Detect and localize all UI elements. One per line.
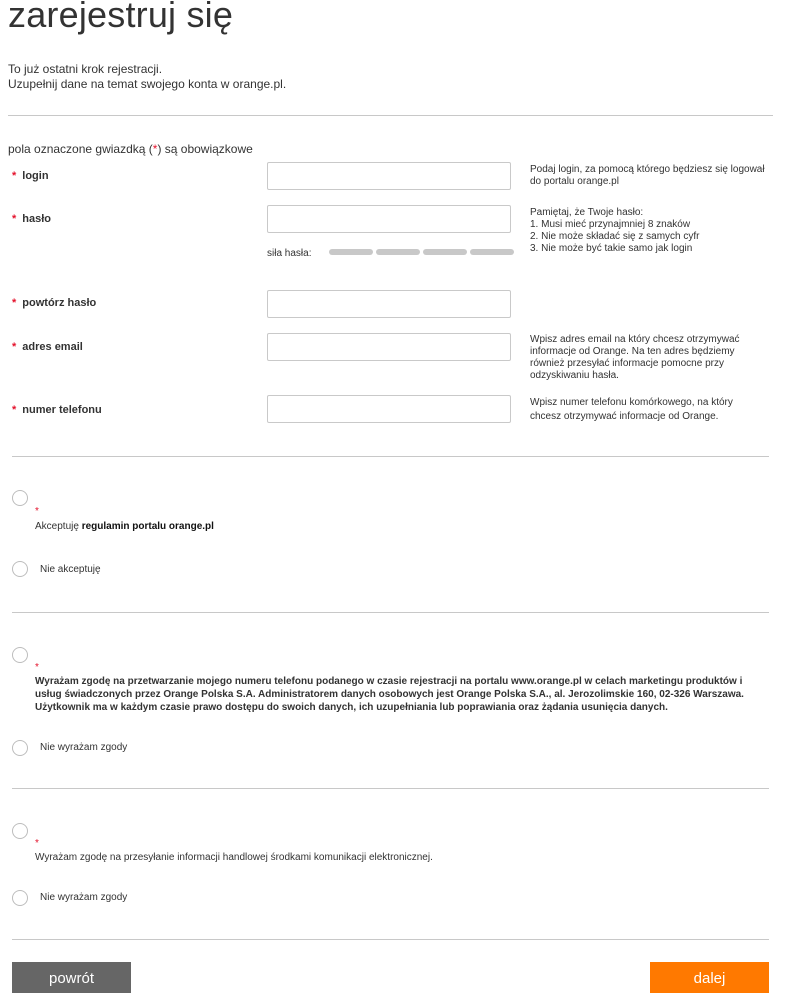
intro-line-1: To już ostatni krok rejestracji. [8, 62, 163, 76]
next-button[interactable]: dalej [650, 962, 769, 993]
login-hint: Podaj login, za pomocą którego będziesz się logował do portalu orange.pl [530, 164, 765, 187]
required-star: * [35, 662, 39, 673]
divider [8, 115, 773, 116]
divider [12, 939, 769, 940]
phone-marketing-accept-radio[interactable] [12, 647, 28, 663]
required-star: * [35, 506, 39, 517]
login-input[interactable] [267, 162, 511, 190]
phone-label: * numer telefonu [12, 404, 102, 416]
strength-segment [376, 249, 420, 255]
strength-segment [423, 249, 467, 255]
password-strength-label: siła hasła: [267, 248, 312, 259]
password-input[interactable] [267, 205, 511, 233]
password-label: * hasło [12, 213, 52, 225]
electronic-comm-accept-radio[interactable] [12, 823, 28, 839]
phone-hint: Wpisz numer telefonu komórkowego, na który chcesz otrzymywać informacje od Orange. [530, 397, 733, 422]
password-repeat-label: * powtórz hasło [12, 297, 97, 309]
terms-link[interactable]: regulamin portalu orange.pl [81, 521, 214, 532]
login-label: * login [12, 170, 49, 182]
divider [12, 788, 769, 789]
electronic-comm-consent-text[interactable]: Wyrażam zgodę na przesyłanie informacji handlowej środkami komunikacji elektronicznej. [35, 852, 433, 863]
phone-marketing-decline-label[interactable]: Nie wyrażam zgody [40, 742, 128, 753]
intro-line-2: Uzupełnij dane na temat swojego konta w orange.pl. [8, 77, 287, 91]
terms-accept-label[interactable]: Akceptuję regulamin portalu orange.pl [35, 521, 214, 532]
required-star: * [35, 838, 39, 849]
email-hint: Wpisz adres email na który chcesz otrzymywać informacje od Orange. Na ten adres będziemy również przesyłać informacje pomocne przy odzyskiwaniu hasła. [530, 334, 740, 381]
divider [12, 612, 769, 613]
email-label: * adres email [12, 341, 83, 353]
required-star: * [152, 142, 158, 156]
terms-decline-label[interactable]: Nie akceptuję [40, 564, 101, 575]
password-repeat-input[interactable] [267, 290, 511, 318]
terms-accept-radio[interactable] [12, 490, 28, 506]
email-input[interactable] [267, 333, 511, 361]
password-hint: Pamiętaj, że Twoje hasło: 1. Musi mieć przynajmniej 8 znaków 2. Nie może składać się z samych cyfr 3. Nie może być takie samo jak login [530, 207, 700, 254]
required-fields-note: pola oznaczone gwiazdką (*) są obowiązkowe [8, 142, 253, 156]
phone-input[interactable] [267, 395, 511, 423]
electronic-comm-decline-label[interactable]: Nie wyrażam zgody [40, 892, 128, 903]
phone-marketing-decline-radio[interactable] [12, 740, 28, 756]
divider [12, 456, 769, 457]
strength-segment [329, 249, 373, 255]
intro-text [8, 62, 286, 92]
page-title: zarejestruj się [8, 0, 234, 35]
phone-marketing-consent-text[interactable]: Wyrażam zgodę na przetwarzanie mojego numeru telefonu podanego w czasie rejestracji na portalu www.orange.pl w celach marketingu produktów i usług świadczonych przez Orange Polska S.A. Administratorem danych osobowych jest Orange Polska S.A., al. Jerozolimskie 160, 02-326 Warszawa. Użytkownik ma w każdym czasie prawo dostępu do swoich danych, ich uzupełniania lub poprawiania oraz żądania usunięcia danych. [35, 676, 744, 713]
electronic-comm-decline-radio[interactable] [12, 890, 28, 906]
terms-decline-radio[interactable] [12, 561, 28, 577]
back-button[interactable]: powrót [12, 962, 131, 993]
strength-segment [470, 249, 514, 255]
